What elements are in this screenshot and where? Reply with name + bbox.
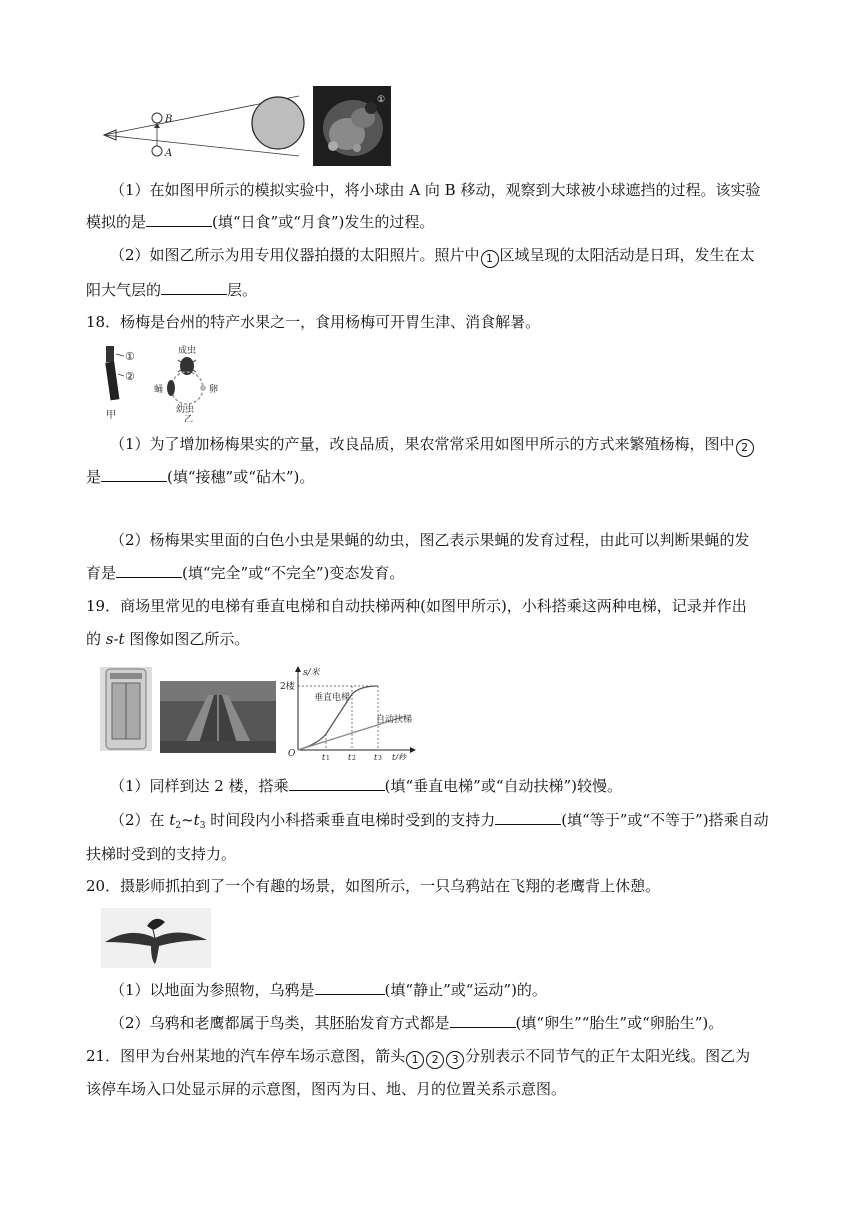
grafting-diagram <box>96 342 156 422</box>
circled-number: 1 <box>406 1051 424 1069</box>
circled-number: 1 <box>481 250 499 268</box>
crow-on-eagle-image <box>101 908 211 968</box>
escalator-label: 自动扶梯 <box>376 715 413 725</box>
answer-blank[interactable] <box>101 467 167 482</box>
q21-stem-line1: 21．图甲为台州某地的汽车停车场示意图，箭头 1 2 3 分别表示不同节气的正午太阳光线。图乙为 <box>86 1046 750 1069</box>
answer-blank[interactable] <box>161 280 227 295</box>
q18-stem: 18．杨梅是台州的特产水果之一，食用杨梅可开胃生津、消食解暑。 <box>86 313 541 331</box>
q19-stem-line1: 19．商场里常见的电梯有垂直电梯和自动扶梯两种(如图甲所示)，小科搭乘这两种电梯，记录并作出 <box>86 597 747 615</box>
svg-text:3: 3 <box>378 755 382 760</box>
q18-part1-line2: 是 (填“接穗”或“砧木”)。 <box>86 468 315 486</box>
s-t-chart <box>280 664 416 760</box>
fruitfly-lifecycle-figure <box>152 342 232 422</box>
label-egg: 卵 <box>209 385 219 395</box>
vertical-label: 垂直电梯 <box>314 693 351 703</box>
label-b: B <box>165 114 173 125</box>
circled-number: 2 <box>736 439 754 457</box>
marker-1: ① <box>125 350 135 363</box>
q19-part1: （1）同样到达 2 楼，搭乘 (填“垂直电梯”或“自动扶梯”)较慢。 <box>110 777 623 795</box>
tick-t2: t <box>348 753 352 760</box>
label-a: A <box>165 148 173 159</box>
circled-number: 3 <box>446 1051 464 1069</box>
answer-blank[interactable] <box>450 1013 516 1028</box>
elevator-photo <box>100 667 152 751</box>
small-ball-b <box>152 113 162 123</box>
q17-part2-line2: 阳大气层的 层。 <box>86 281 258 299</box>
sun-photo <box>313 86 391 166</box>
q21-stem-line2: 该停车场入口处显示屏的示意图，图丙为日、地、月的位置关系示意图。 <box>86 1080 567 1098</box>
q20-part2: （2）乌鸦和老鹰都属于鸟类，其胚胎发育方式都是 (填“卵生”“胎生”或“卵胎生”)。 <box>110 1014 724 1032</box>
q18-part2-line1: （2）杨梅果实里面的白色小虫是果蝇的幼虫，图乙表示果蝇的发育过程，由此可以判断果蝇的发 <box>110 531 750 549</box>
circled-number: 2 <box>426 1051 444 1069</box>
tick-t3: t <box>374 753 378 760</box>
photo-marker: ① <box>377 95 386 105</box>
q19-part2-line1: （2）在 $t_2\sim t_3$ 时间段内小科搭乘垂直电梯时受到的支持力 (填“等于”或“不等于”)搭乘自动 <box>110 811 769 831</box>
q18-part2-line2: 育是 (填“完全”或“不完全”)变态发育。 <box>86 564 405 582</box>
eclipse-experiment-figure <box>96 84 306 168</box>
q18-part1-line1: （1）为了增加杨梅果实的产量，改良品质，果农常常采用如图甲所示的方式来繁殖杨梅，图中 2 <box>110 434 755 457</box>
label-adult: 成虫 <box>178 346 197 356</box>
vertical-elevator-image <box>100 667 152 751</box>
label-yi: 乙 <box>184 415 194 422</box>
q17-part1-line2: 模拟的是 (填“日食”或“月食”)发生的过程。 <box>86 213 435 231</box>
grafting-figure <box>96 342 156 422</box>
q20-part1: （1）以地面为参照物，乌鸦是 (填“静止”或“运动”)的。 <box>110 981 547 999</box>
answer-blank[interactable] <box>495 810 561 825</box>
floor2-label: 2楼 <box>280 682 295 692</box>
escalator-photo <box>160 681 276 753</box>
marker-2: ② <box>125 370 135 383</box>
origin-label: O <box>288 749 296 759</box>
answer-blank[interactable] <box>146 212 212 227</box>
label-jia: 甲 <box>106 410 116 421</box>
x-axis-label: t/秒 <box>392 753 406 760</box>
fruitfly-lifecycle-diagram <box>152 342 232 422</box>
y-axis-label: s/米 <box>303 668 320 678</box>
q17-part2-line1: （2）如图乙所示为用专用仪器拍摄的太阳照片。照片中 1 区域呈现的太阳活动是日珥，发生在太 <box>110 245 755 268</box>
q19-part2-line2: 扶梯时受到的支持力。 <box>86 845 237 863</box>
sun-prominence-image <box>313 86 391 166</box>
big-ball <box>252 97 304 149</box>
svg-text:1: 1 <box>326 755 330 760</box>
label-larva: 幼虫 <box>176 405 195 415</box>
s-t-graph <box>280 664 416 760</box>
answer-blank[interactable] <box>289 776 385 791</box>
svg-text:2: 2 <box>352 755 356 760</box>
eclipse-experiment-diagram <box>96 84 306 168</box>
tick-t1: t <box>322 753 326 760</box>
small-ball-a <box>152 146 162 156</box>
answer-blank[interactable] <box>116 563 182 578</box>
answer-blank[interactable] <box>315 980 385 995</box>
label-pupa: 蛹 <box>154 385 164 395</box>
q20-stem: 20．摄影师抓拍到了一个有趣的场景，如图所示，一只乌鸦站在飞翔的老鹰背上休憩。 <box>86 877 661 895</box>
q19-stem-line2: 的 s-t 图像如图乙所示。 <box>86 630 250 648</box>
q17-part1-line1: （1）在如图甲所示的模拟实验中，将小球由 A 向 B 移动，观察到大球被小球遮挡的过程。该实验 <box>110 181 761 199</box>
crow-eagle-photo <box>101 908 211 968</box>
escalator-image <box>160 681 276 753</box>
